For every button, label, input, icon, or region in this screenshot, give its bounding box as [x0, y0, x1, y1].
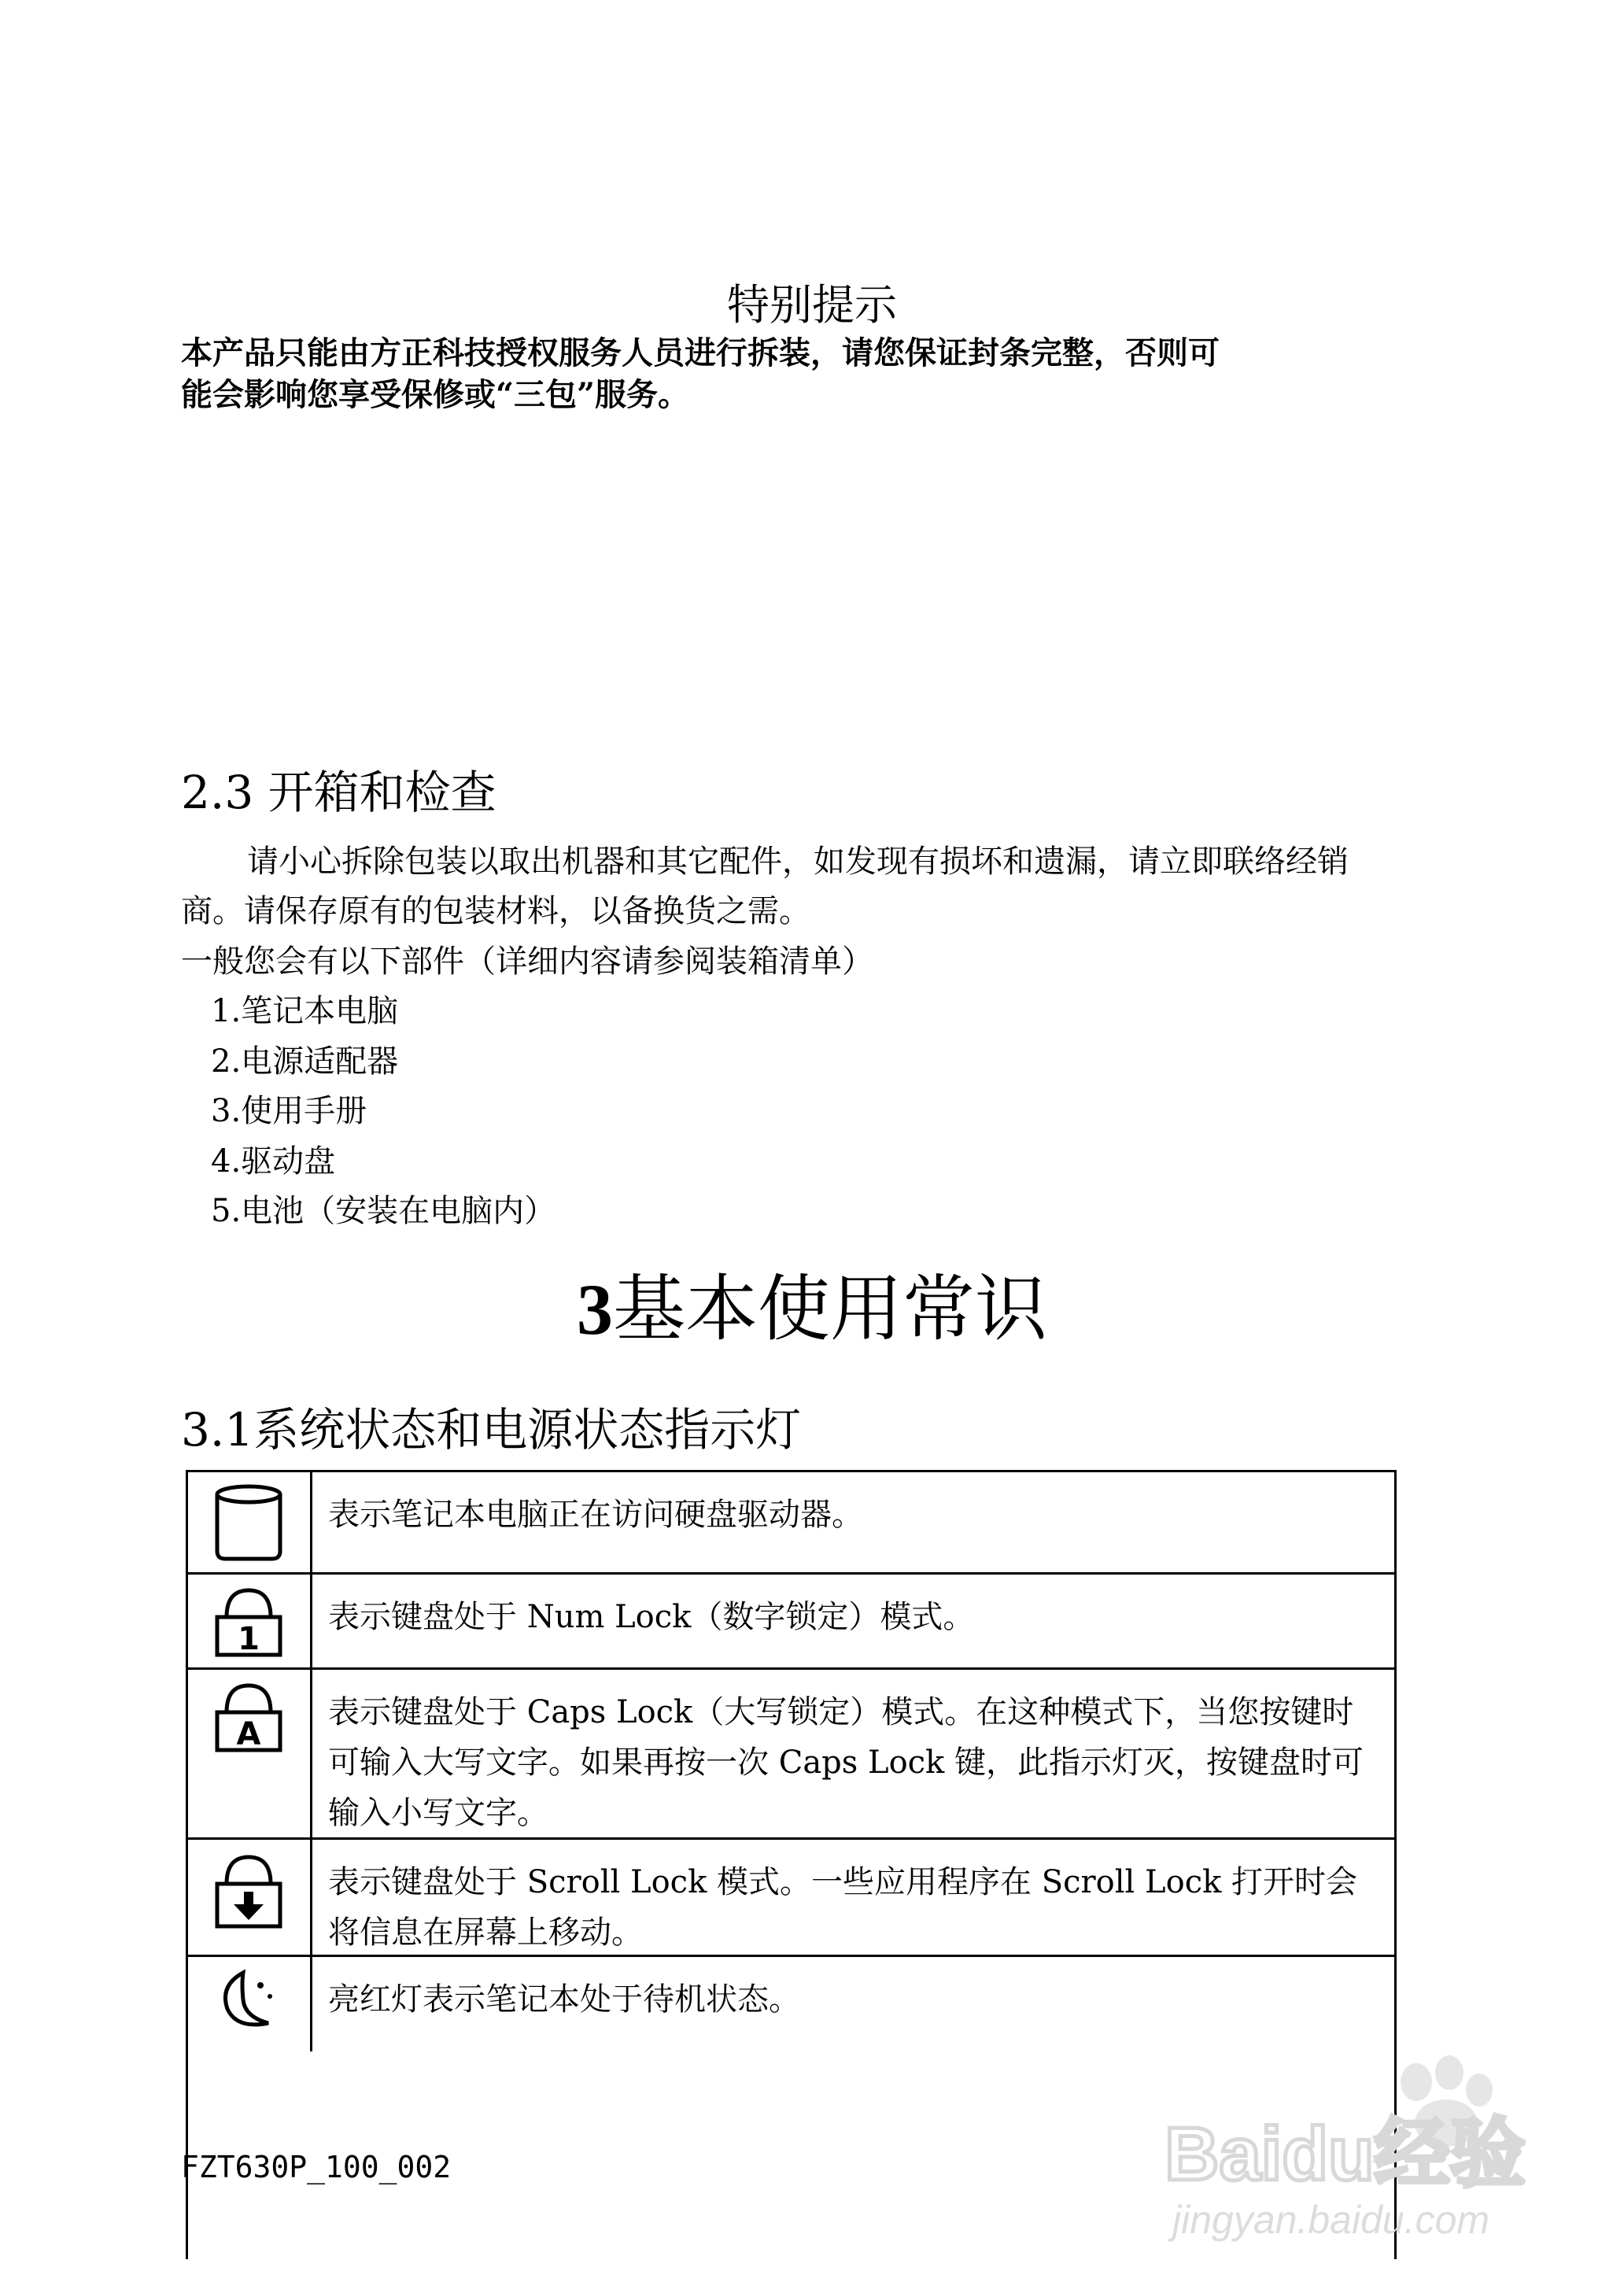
- watermark-url: jingyan.baidu.com: [1172, 2198, 1490, 2242]
- watermark-logo: Baidu经验: [1164, 2112, 1526, 2196]
- table-row: [188, 1670, 1394, 1840]
- baidu-jingyan-watermark: [1157, 2046, 1566, 2251]
- section-2-3-heading: 2.3 开箱和检查: [181, 766, 496, 819]
- table-row: [188, 1840, 1394, 1957]
- chapter-title-text: 基本使用常识: [612, 1267, 1047, 1351]
- list-item: 1.笔记本电脑: [211, 993, 399, 1029]
- section-3-1-heading: 3.1系统状态和电源状态指示灯: [181, 1403, 802, 1457]
- notice-line-1: 本产品只能由方正科技授权服务人员进行拆装，请您保证封条完整，否则可: [181, 334, 1220, 371]
- indicator-description: 亮红灯表示笔记本处于待机状态。: [328, 1981, 800, 2018]
- icon-cell: [188, 1840, 312, 1955]
- icon-cell: [188, 1575, 312, 1667]
- table-row: [188, 1575, 1394, 1670]
- section-2-3-para1-line2: 商。请保存原有的包装材料，以备换货之需。: [181, 893, 810, 929]
- notice-title: 特别提示: [727, 280, 897, 330]
- section-2-3-para1-line1: 请小心拆除包装以取出机器和其它配件，如发现有损坏和遗漏，请立即联络经销: [247, 844, 1349, 880]
- table-row: [188, 1472, 1394, 1575]
- list-item: 2.电源适配器: [211, 1043, 399, 1080]
- list-item: 3.使用手册: [211, 1093, 367, 1129]
- caps-lock-icon: [213, 1681, 284, 1753]
- hard-disk-icon: [213, 1483, 284, 1562]
- caps-lock-glyph: A: [236, 1716, 261, 1752]
- indicator-description: 表示笔记本电脑正在访问硬盘驱动器。: [328, 1497, 863, 1533]
- icon-cell: [188, 1472, 312, 1572]
- indicator-description: 表示键盘处于 Scroll Lock 模式。一些应用程序在 Scroll Lock 打开时会将信息在屏幕上移动。: [328, 1864, 1358, 1951]
- list-item: 5.电池（安装在电脑内）: [211, 1193, 556, 1229]
- scroll-lock-icon: [213, 1852, 284, 1931]
- document-code: FZT630P_100_002: [181, 2150, 452, 2184]
- indicator-description: 表示键盘处于 Caps Lock（大写锁定）模式。在这种模式下，当您按键时可输入大写文字。如果再按一次 Caps Lock 键，此指示灯灭，按键盘时可输入小写文字。: [328, 1694, 1364, 1831]
- num-lock-icon: [213, 1586, 284, 1658]
- num-lock-glyph: 1: [238, 1621, 260, 1657]
- icon-cell: [188, 1670, 312, 1837]
- indicator-description: 表示键盘处于 Num Lock（数字锁定）模式。: [328, 1599, 975, 1635]
- list-item: 4.驱动盘: [211, 1143, 336, 1180]
- notice-line-2: 能会影响您享受保修或“三包”服务。: [181, 376, 690, 413]
- chapter-number: 3: [576, 1269, 613, 1350]
- icon-cell: [188, 1957, 312, 2051]
- chapter-title: [0, 1251, 1624, 1355]
- section-2-3-para2: 一般您会有以下部件（详细内容请参阅装箱清单）: [181, 943, 873, 980]
- standby-moon-icon: [213, 1968, 284, 2031]
- table-row: [188, 1957, 1394, 2051]
